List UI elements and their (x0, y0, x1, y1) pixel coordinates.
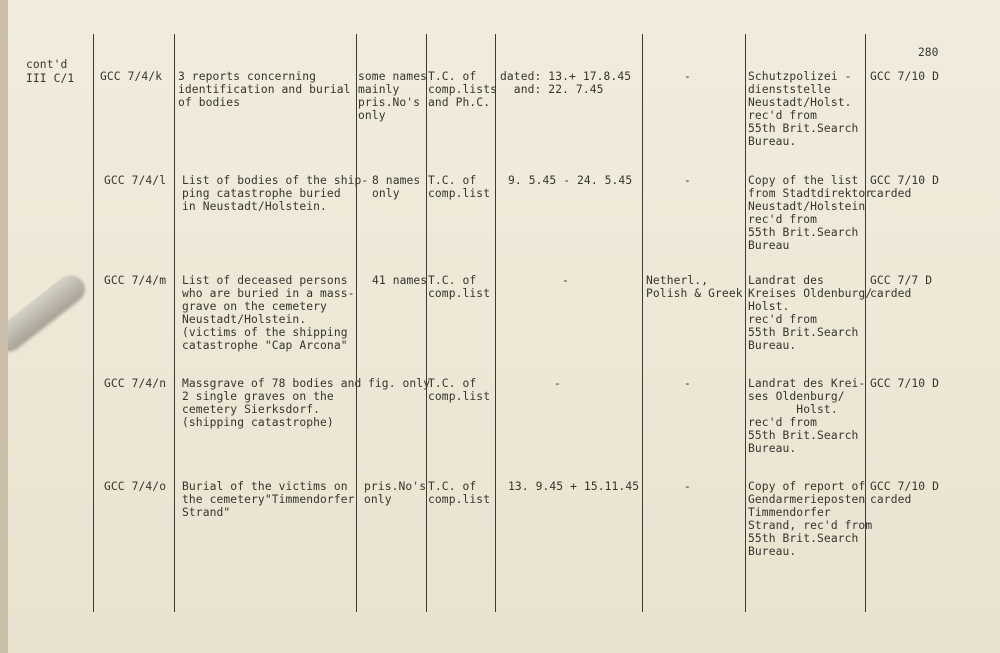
row-source: Copy of the list from Stadtdirektor Neustadt/Holstein rec'd from 55th Brit.Search Bureau (748, 174, 873, 252)
row-ref: GCC 7/4/m (104, 274, 167, 287)
column-rule (642, 34, 643, 612)
row-contents: 8 names only (372, 174, 421, 200)
row-dash: - (684, 174, 691, 187)
document-page (8, 0, 1000, 653)
row-description: Burial of the victims on the cemetery"Timmendorfer Strand" (182, 480, 355, 519)
row-type: T.C. of comp.lists and Ph.C. (428, 70, 498, 109)
header-series: III C/1 (26, 72, 75, 85)
row-source: Schutzpolizei - dienststelle Neustadt/Holst. rec'd from 55th Brit.Search Bureau. (748, 70, 859, 148)
column-rule (174, 34, 175, 612)
row-file: GCC 7/10 D (870, 70, 940, 83)
page-number: 280 (918, 46, 939, 59)
row-contents: 41 names (372, 274, 428, 287)
row-ref: GCC 7/4/o (104, 480, 167, 493)
row-description: 3 reports concerning identification and burial of bodies (178, 70, 351, 109)
column-rule (745, 34, 746, 612)
row-dash: - (684, 377, 691, 390)
row-file: GCC 7/7 D carded (870, 274, 933, 300)
row-ref: GCC 7/4/l (104, 174, 167, 187)
column-rule (495, 34, 496, 612)
row-type: T.C. of comp.list (428, 174, 491, 200)
row-source: Landrat des Kreises Oldenburg/ Holst. rec'd from 55th Brit.Search Bureau. (748, 274, 873, 352)
row-contents: some names mainly pris.No's only (358, 70, 428, 122)
row-file: GCC 7/10 D (870, 377, 940, 390)
row-dates: 9. 5.45 - 24. 5.45 (508, 174, 633, 187)
row-file: GCC 7/10 D carded (870, 174, 940, 200)
row-ref: GCC 7/4/n (104, 377, 167, 390)
row-dash: - (684, 70, 691, 83)
row-ref: GCC 7/4/k (100, 70, 163, 83)
row-type: T.C. of comp.list (428, 274, 491, 300)
row-dash: - (684, 480, 691, 493)
row-dates: 13. 9.45 + 15.11.45 (508, 480, 640, 493)
column-rule (356, 34, 357, 612)
row-dates: - (562, 274, 569, 287)
row-contents: fig. only (368, 377, 431, 390)
row-source: Copy of report of Gendarmerieposten Timmendorfer Strand, rec'd from 55th Brit.Search Bureau. (748, 480, 873, 558)
row-contents: pris.No's only (364, 480, 427, 506)
row-nationality: Netherl., Polish & Greek (646, 274, 743, 300)
column-rule (93, 34, 94, 612)
row-type: T.C. of comp.list (428, 377, 491, 403)
row-source: Landrat des Krei- ses Oldenburg/ Holst. rec'd from 55th Brit.Search Bureau. (748, 377, 866, 455)
row-description: List of bodies of the ship- ping catastrophe buried in Neustadt/Holstein. (182, 174, 369, 213)
row-file: GCC 7/10 D carded (870, 480, 940, 506)
binder-clip (8, 270, 88, 355)
row-description: Massgrave of 78 bodies and 2 single graves on the cemetery Sierksdorf. (shipping catastrophe) (182, 377, 362, 429)
row-type: T.C. of comp.list (428, 480, 491, 506)
row-dates: dated: 13.+ 17.8.45 and: 22. 7.45 (500, 70, 632, 96)
row-dates: - (554, 377, 561, 390)
header-contd: cont'd (26, 58, 68, 71)
row-description: List of deceased persons who are buried in a mass- grave on the cemetery Neustadt/Holstein. (victims of the shipping catastrophe "Cap Arcona" (182, 274, 355, 352)
